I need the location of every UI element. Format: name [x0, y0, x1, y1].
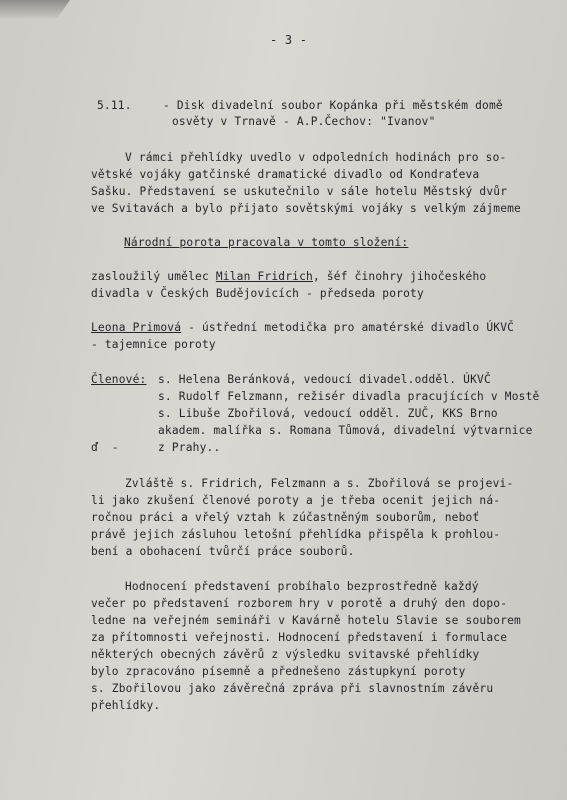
paragraph-3-line: ledne na veřejném semináři v Kavárně hotelu Slavie se souborem: [91, 614, 521, 627]
paragraph-1-line: ve Svitavách a bylo přijato sovětskými vojáky s velkým zájmeme: [91, 202, 521, 215]
paragraph-3-line: některých obecných závěrů z výsledku svitavské přehlídky: [91, 648, 480, 661]
section-heading-line-2: osvěty v Trnavě - A.P.Čechov: "Ivanov": [172, 115, 436, 128]
secretary-role: - ústřední metodička pro amatérské divadlo ÚKVČ: [181, 321, 515, 334]
paragraph-3-line: přehlídky.: [91, 699, 161, 712]
paragraph-3-line: za přítomnosti veřejnosti. Hodnocení představení i formulace: [91, 631, 508, 644]
member-item: s. Helena Beránková, vedoucí divadel.odděl. ÚKVČ: [158, 373, 491, 386]
paragraph-3-line: večer po představení rozborem hry v porotě a druhý den dopo-: [91, 597, 508, 610]
paragraph-1-line: Sašku. Představení se uskutečnilo v sále hotelu Městský dvůr: [91, 185, 508, 198]
member-item: s. Rudolf Felzmann, režisér divadla pracujících v Mostě: [158, 390, 540, 403]
member-item: akadem. malířka s. Romana Tůmová, divadelní výtvarnice: [158, 424, 533, 437]
paragraph-2-line: ročnou práci a vřelý vztah k zúčastněným souborům, neboť: [91, 511, 480, 524]
margin-mark: ď -: [91, 441, 119, 454]
page-number: - 3 -: [270, 33, 308, 47]
paragraph-1-line: větské vojáky gatčinské dramatické divadlo od Kondraťeva: [91, 168, 480, 181]
jury-chair-line-2: divadla v Českých Budějovicích - předseda poroty: [91, 287, 424, 300]
paragraph-2-line: Zvláště s. Fridrich, Felzmann a s. Zbořilová se projevi-: [125, 477, 514, 490]
member-item: s. Libuše Zbořilová, vedoucí odděl. ZUČ, KKS Brno: [158, 407, 498, 420]
paragraph-3-line: s. Zbořilovou jako závěrečná zpráva při slavnostním závěru: [91, 682, 494, 695]
jury-secretary-line-1: [91, 320, 514, 336]
paragraph-2-line: právě jejich zásluhou letošní přehlídka přispěla k prohlou-: [91, 528, 501, 541]
chair-prefix: zasloužilý umělec: [91, 270, 216, 283]
chair-name: Milan Fridrich: [215, 270, 313, 283]
member-item: z Prahy..: [158, 441, 221, 454]
paragraph-3-line: bylo zpracováno písemně a přednešeno zástupkyní poroty: [91, 665, 466, 678]
section-heading-line-1: - Disk divadelní soubor Kopánka při městském domě: [163, 99, 503, 112]
jury-heading: Národní porota pracovala v tomto složení:: [124, 236, 409, 249]
paragraph-3-line: Hodnocení představení probíhalo bezprostředně každý: [125, 580, 479, 593]
paragraph-2-line: li jako zkušení členové poroty a je třeba ocenit jejich ná-: [91, 494, 501, 507]
section-number: 5.11.: [97, 99, 132, 112]
paragraph-2-line: bení a obohacení tvůrčí práce souborů.: [91, 545, 355, 558]
jury-chair-line-1: [91, 269, 486, 285]
jury-secretary-line-2: - tajemnice poroty: [91, 338, 216, 351]
chair-role: , šéf činohry jihočeského: [312, 270, 487, 283]
secretary-name: Leona Primová: [91, 321, 182, 334]
paragraph-1-line: V rámci přehlídky uvedlo v odpoledních hodinách pro so-: [125, 151, 507, 164]
members-label: Členové:: [91, 373, 147, 386]
